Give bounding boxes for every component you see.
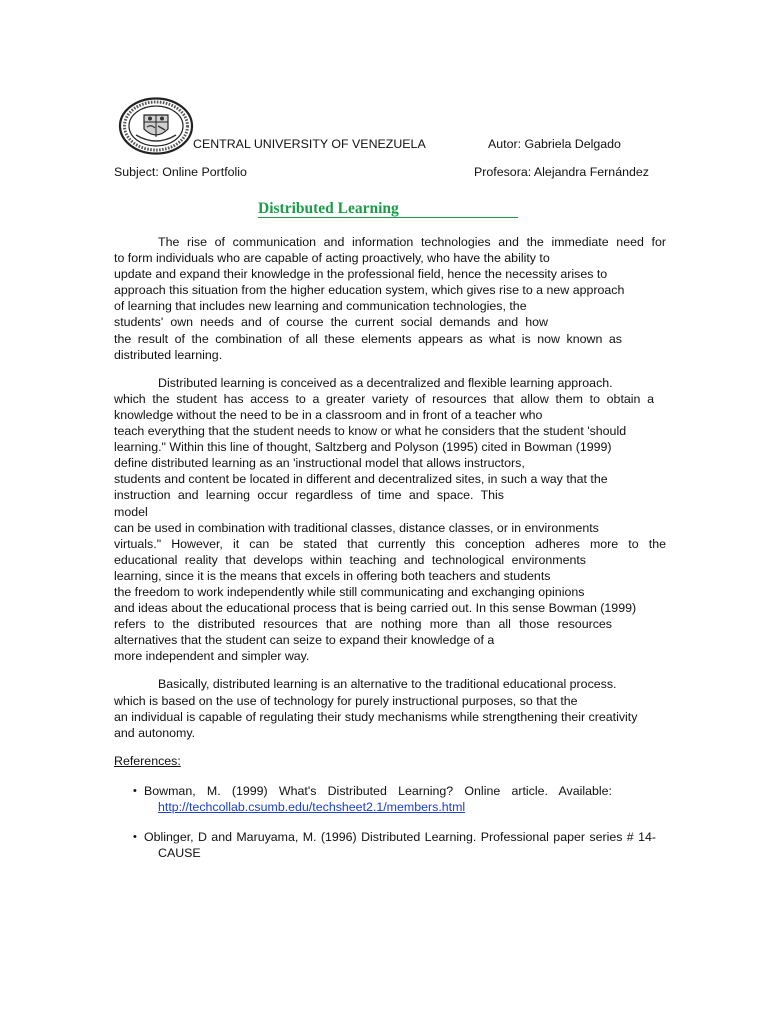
- paragraph-1: [114, 234, 666, 363]
- text-line: the freedom to work independently while still communicating and exchanging opinions: [114, 584, 585, 599]
- text-line: instruction and learning occur regardless of time and space. This model: [114, 488, 504, 519]
- text-line: which is based on the use of technology for purely instructional purposes, so that the: [114, 693, 578, 708]
- reference-continuation: CAUSE: [158, 846, 201, 861]
- text-line: knowledge without the need to be in a classroom and in front of a teacher who: [114, 407, 543, 422]
- university-seal-icon: [118, 97, 194, 155]
- author-name: Autor: Gabriela Delgado: [488, 137, 621, 151]
- text-line: an individual is capable of regulating their study mechanisms while strengthening their creativity: [114, 709, 638, 724]
- text-line: learning." Within this line of thought, Saltzberg and Polyson (1995) cited in Bowman (1999): [114, 440, 612, 455]
- text-line: can be used in combination with traditional classes, distance classes, or in environments: [114, 520, 599, 535]
- reference-item: [114, 783, 666, 815]
- text-line: Distributed learning is conceived as a decentralized and flexible learning approach.: [158, 375, 613, 390]
- text-line: and autonomy.: [114, 725, 196, 740]
- page-title: Distributed Learning: [258, 200, 518, 218]
- text-line: more independent and simpler way.: [114, 649, 310, 664]
- paragraph-3: [114, 676, 666, 740]
- text-line: The rise of communication and information technologies and the immediate need for: [158, 235, 666, 249]
- text-line: distributed learning.: [114, 347, 223, 362]
- text-line: virtuals." However, it can be stated that currently this conception adheres more to the: [114, 536, 666, 551]
- text-line: students' own needs and of course the current social demands and how: [114, 315, 548, 330]
- text-line: and ideas about the educational process that is being carried out. In this sense Bowman (1999): [114, 601, 637, 616]
- text-line: alternatives that the student can seize to expand their knowledge of a: [114, 633, 495, 648]
- text-line: the result of the combination of all these elements appears as what is now known as: [114, 331, 622, 346]
- text-line: approach this situation from the higher education system, which gives rise to a new approach: [114, 283, 625, 298]
- professor-name: Profesora: Alejandra Fernández: [474, 165, 649, 179]
- reference-text: Bowman, M. (1999) What's Distributed Learning? Online article. Available:: [144, 783, 612, 798]
- text-line: learning, since it is the means that excels in offering both teachers and students: [114, 568, 551, 583]
- document-body: [114, 234, 666, 875]
- text-line: define distributed learning as an 'instructional model that allows instructors,: [114, 456, 525, 471]
- text-line: educational reality that develops within teaching and technological environments: [114, 552, 586, 567]
- text-line: of learning that includes new learning and communication technologies, the: [114, 299, 527, 314]
- bullet-icon: •: [133, 784, 137, 797]
- references-heading: References:: [114, 753, 181, 768]
- text-line: which the student has access to a greater variety of resources that allow them to obtain a: [114, 391, 654, 406]
- text-line: teach everything that the student needs to know or what he considers that the student 'should: [114, 424, 627, 439]
- university-name: CENTRAL UNIVERSITY OF VENEZUELA: [193, 137, 426, 151]
- text-line: students and content be located in different and decentralized sites, in such a way that the: [114, 472, 608, 487]
- reference-item: [114, 829, 666, 861]
- bullet-icon: •: [133, 831, 137, 844]
- text-line: to form individuals who are capable of acting proactively, who have the ability to: [114, 251, 550, 266]
- paragraph-2: [114, 375, 666, 665]
- text-line: refers to the distributed resources that are nothing more than all those resources: [114, 617, 612, 632]
- text-line: update and expand their knowledge in the professional field, hence the necessity arises to: [114, 267, 608, 282]
- subject-label: Subject: Online Portfolio: [114, 165, 247, 179]
- reference-text: Oblinger, D and Maruyama, M. (1996) Distributed Learning. Professional paper series # 14-: [144, 830, 656, 845]
- reference-link[interactable]: http://techcollab.csumb.edu/techsheet2.1/members.html: [158, 800, 466, 814]
- text-line: Basically, distributed learning is an alternative to the traditional educational process.: [158, 677, 617, 692]
